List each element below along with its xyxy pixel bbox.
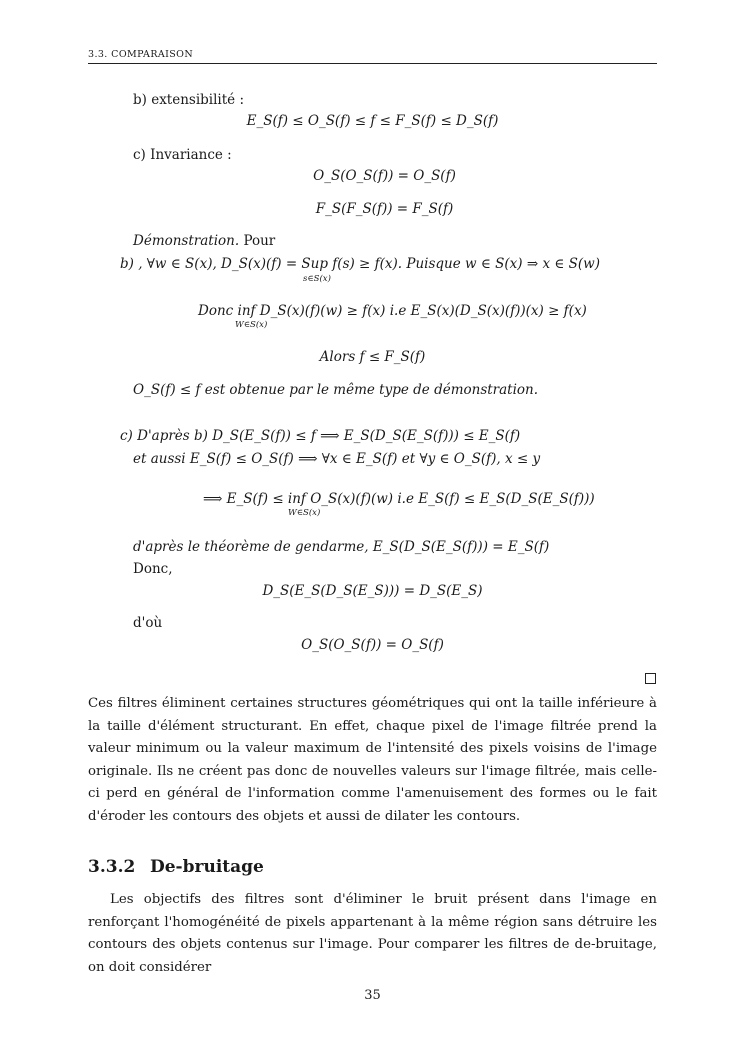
proof-dou: d'où bbox=[133, 615, 163, 631]
demonstration-pour: Pour bbox=[239, 233, 276, 249]
proof-donc2-formula: D_S(E_S(D_S(E_S))) = D_S(E_S) bbox=[262, 583, 483, 599]
demonstration-word: Démonstration. bbox=[133, 233, 240, 249]
paragraph-morphology-text: Ces filtres éliminent certaines structures géométriques qui ont la taille inférieure à la taille d'élément structurant. En effet, chaque pixel de l'image filtrée prend la valeur minimum ou la valeur maximum de l'intensité des pixels voisins de l'image originale. Ils ne créent pas donc de nouvelles valeurs sur l'image filtrée, mais celle-ci perd en général de l'information comme l'amenuisement des formes ou le fait d'éroder les contours des objets et aussi de dilater les contours. bbox=[88, 696, 657, 824]
proof-b-sub: s∈S(x) bbox=[303, 274, 331, 284]
proof-c-line2: et aussi E_S(f) ≤ O_S(f) ⟹ ∀x ∈ E_S(f) et ∀y ∈ O_S(f), x ≤ y bbox=[133, 451, 541, 467]
formula-extensibility: E_S(f) ≤ O_S(f) ≤ f ≤ F_S(f) ≤ D_S(f) bbox=[246, 113, 499, 129]
proof-implies-sub: W∈S(x) bbox=[288, 508, 321, 518]
header-rule bbox=[88, 63, 657, 64]
proof-b-line: b) , ∀w ∈ S(x), D_S(x)(f) = Sup f(s) ≥ f(x). Puisque w ∈ S(x) ⇒ x ∈ S(w) bbox=[120, 256, 600, 272]
proof-donc-line: Donc inf D_S(x)(f)(w) ≥ f(x) i.e E_S(x)(D_S(x)(f))(x) ≥ f(x) bbox=[198, 303, 587, 319]
section-number: 3.3.2 bbox=[88, 857, 136, 877]
proof-gendarme-line: d'après le théorème de gendarme, E_S(D_S(E_S(f))) = E_S(f) bbox=[133, 539, 550, 555]
page-number: 35 bbox=[364, 988, 381, 1003]
item-b-label: b) extensibilité : bbox=[133, 92, 245, 108]
proof-c-line1: c) D'après b) D_S(E_S(f)) ≤ f ⟹ E_S(D_S(E_S(f))) ≤ E_S(f) bbox=[120, 428, 521, 444]
proof-alors-line: Alors f ≤ F_S(f) bbox=[319, 349, 426, 365]
demonstration-title bbox=[133, 233, 275, 249]
proof-implies-line: ⟹ E_S(f) ≤ inf O_S(x)(f)(w) i.e E_S(f) ≤ E_S(D_S(E_S(f))) bbox=[203, 491, 595, 507]
proof-donc2: Donc, bbox=[133, 561, 173, 577]
paragraph-debruitage bbox=[88, 889, 657, 979]
section-title: De-bruitage bbox=[150, 857, 264, 877]
running-header: 3.3. COMPARAISON bbox=[88, 49, 194, 60]
formula-invariance-open: O_S(O_S(f)) = O_S(f) bbox=[313, 168, 456, 184]
proof-dou-formula: O_S(O_S(f)) = O_S(f) bbox=[301, 637, 444, 653]
paragraph-morphology bbox=[88, 693, 657, 828]
item-c-label: c) Invariance : bbox=[133, 147, 232, 163]
formula-invariance-close: F_S(F_S(f)) = F_S(f) bbox=[315, 201, 454, 217]
proof-os-line: O_S(f) ≤ f est obtenue par le même type de démonstration. bbox=[133, 382, 539, 398]
qed-square bbox=[645, 673, 656, 684]
proof-donc-sub: W∈S(x) bbox=[235, 320, 268, 330]
paragraph-debruitage-text: Les objectifs des filtres sont d'éliminer le bruit présent dans l'image en renforçant l'homogénéité de pixels appartenant à la même région sans détruire les contours des objets contenus sur l'image. Pour comparer les filtres de de-bruitage, on doit considérer bbox=[88, 892, 657, 975]
